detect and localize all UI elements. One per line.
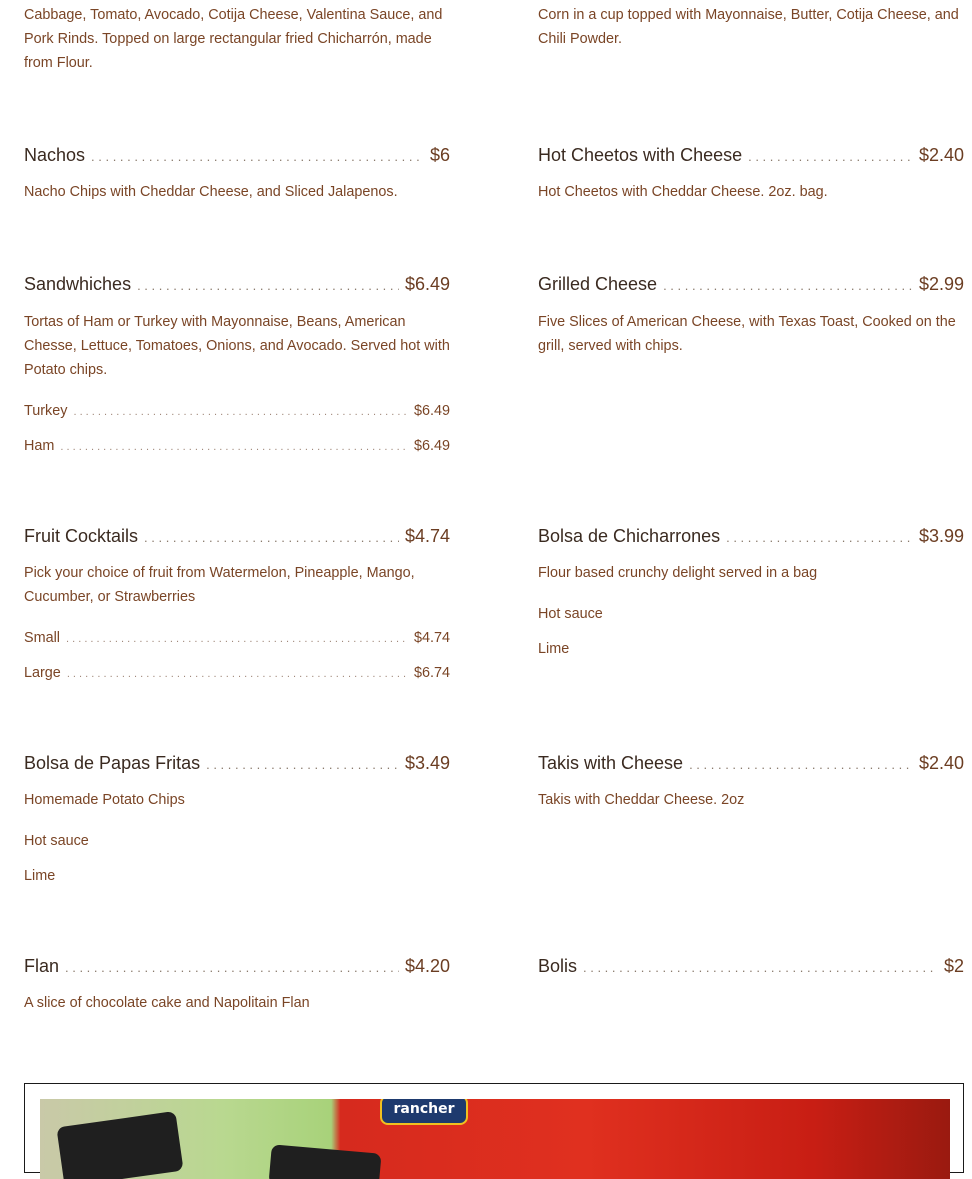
item-extra: Lime (538, 641, 570, 657)
item-extra: Lime (24, 868, 56, 884)
item-description: A slice of chocolate cake and Napolitain Flan (24, 995, 310, 1011)
item-name: Bolsa de Papas Fritas (24, 753, 201, 773)
item-description: Pick your choice of fruit from Watermelon, Pineapple, Mango, Cucumber, or Strawberries (24, 565, 415, 605)
item-description: Corn in a cup topped with Mayonnaise, Butter, Cotija Cheese, and Chili Powder. (538, 7, 959, 47)
brand-logo: rancher (380, 1099, 468, 1125)
item-price: $2.99 (918, 274, 964, 294)
menu-item-bolis (538, 954, 964, 980)
leader-dots (748, 145, 913, 169)
menu-item-chicharrones (538, 524, 964, 550)
leader-dots (726, 526, 913, 550)
item-name: Fruit Cocktails (24, 526, 139, 546)
item-name: Bolis (538, 956, 578, 976)
item-price: $2.40 (918, 145, 964, 165)
item-description: Nacho Chips with Cheddar Cheese, and Sliced Jalapenos. (24, 184, 398, 200)
option-price: $6.74 (413, 665, 450, 681)
item-price: $6 (429, 145, 450, 165)
item-option-small (24, 628, 450, 649)
leader-dots (583, 956, 938, 980)
item-name: Bolsa de Chicharrones (538, 526, 721, 546)
menu-item-fruit-cocktails (24, 524, 450, 550)
photo-frame (24, 1083, 964, 1173)
item-option-ham (24, 436, 450, 457)
leader-dots (73, 402, 408, 422)
item-option-turkey (24, 401, 450, 422)
option-label: Small (24, 630, 60, 646)
leader-dots (137, 274, 399, 298)
food-photo (40, 1099, 950, 1179)
metal-clip-shape (268, 1144, 381, 1179)
item-price: $4.74 (404, 526, 450, 546)
menu-item-sandwiches (24, 272, 450, 298)
item-extra: Hot sauce (538, 606, 603, 622)
item-description: Five Slices of American Cheese, with Texas Toast, Cooked on the grill, served with chips. (538, 314, 956, 354)
menu-item-takis (538, 751, 964, 777)
item-name: Sandwhiches (24, 274, 132, 294)
leader-dots (65, 956, 399, 980)
option-price: $6.49 (413, 403, 450, 419)
item-price: $3.99 (918, 526, 964, 546)
item-description: Cabbage, Tomato, Avocado, Cotija Cheese, Valentina Sauce, and Pork Rinds. Topped on large rectangular fried Chicharrón, made from Flour. (24, 7, 443, 71)
item-name: Flan (24, 956, 60, 976)
option-label: Large (24, 665, 61, 681)
option-price: $6.49 (413, 438, 450, 454)
option-label: Turkey (24, 403, 68, 419)
menu-item-papas-fritas (24, 751, 450, 777)
menu-column-right (538, 0, 964, 1080)
item-price: $4.20 (404, 956, 450, 976)
item-extra: Hot sauce (24, 833, 89, 849)
leader-dots (144, 526, 399, 550)
menu-item-flan (24, 954, 450, 980)
item-name: Hot Cheetos with Cheese (538, 145, 743, 165)
menu-column-left (24, 0, 450, 1080)
item-name: Nachos (24, 145, 86, 165)
item-option-large (24, 663, 450, 684)
leader-dots (689, 753, 913, 777)
item-name: Grilled Cheese (538, 274, 658, 294)
item-name: Takis with Cheese (538, 753, 684, 773)
metal-clip-shape (56, 1111, 183, 1179)
item-description: Takis with Cheddar Cheese. 2oz (538, 792, 745, 808)
item-price: $3.49 (404, 753, 450, 773)
leader-dots (60, 437, 408, 457)
item-price: $2 (943, 956, 964, 976)
menu-item-grilled-cheese (538, 272, 964, 298)
leader-dots (206, 753, 399, 777)
leader-dots (663, 274, 913, 298)
item-price: $2.40 (918, 753, 964, 773)
option-price: $4.74 (413, 630, 450, 646)
item-description: Tortas of Ham or Turkey with Mayonnaise, Beans, American Chesse, Lettuce, Tomatoes, Onions, and Avocado. Served hot with Potato chips. (24, 314, 450, 378)
menu-item-nachos (24, 143, 450, 169)
leader-dots (66, 629, 408, 649)
leader-dots (91, 145, 424, 169)
item-price: $6.49 (404, 274, 450, 294)
option-label: Ham (24, 438, 55, 454)
menu-item-hot-cheetos (538, 143, 964, 169)
leader-dots (67, 664, 408, 684)
item-description: Homemade Potato Chips (24, 792, 185, 808)
item-description: Flour based crunchy delight served in a bag (538, 565, 818, 581)
item-description: Hot Cheetos with Cheddar Cheese. 2oz. bag. (538, 184, 828, 200)
